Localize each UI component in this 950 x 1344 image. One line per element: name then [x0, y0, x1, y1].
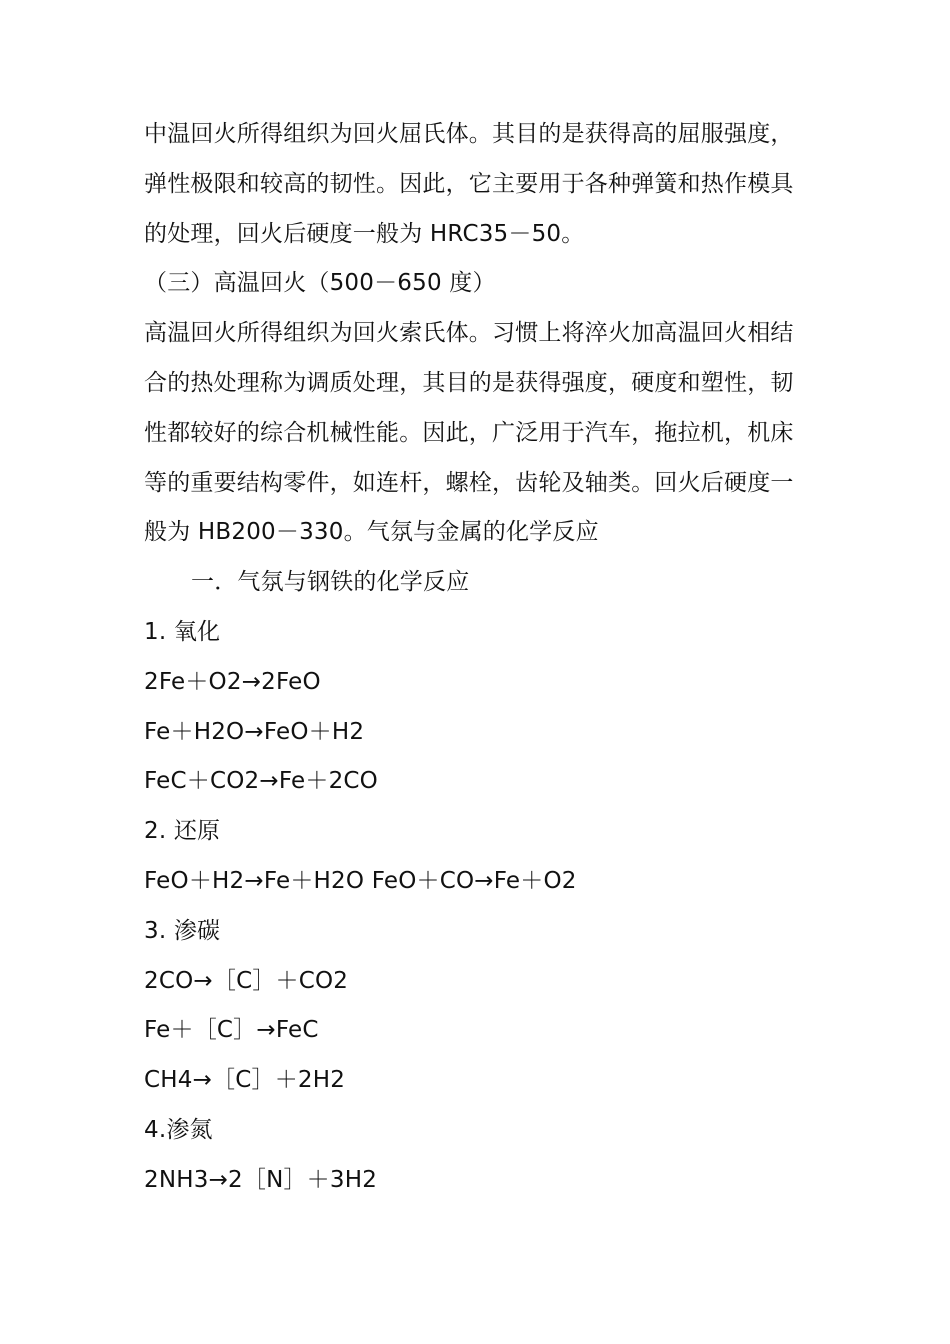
- equation: FeO＋H2→Fe＋H2O FeO＋CO→Fe＋O2: [144, 867, 577, 894]
- paragraph-line: 般为 HB200－330。气氛与金属的化学反应: [144, 519, 599, 546]
- subsection-heading: 2. 还原: [144, 818, 221, 845]
- subsection-heading: 1. 氧化: [144, 618, 221, 645]
- paragraph-line: 性都较好的综合机械性能。因此，广泛用于汽车，拖拉机，机床: [144, 419, 794, 446]
- equation: 2CO→［C］＋CO2: [144, 967, 349, 994]
- subsection-heading: 3. 渗碳: [144, 917, 221, 944]
- equation: 2NH3→2［N］＋3H2: [144, 1166, 378, 1193]
- paragraph-line: 合的热处理称为调质处理，其目的是获得强度，硬度和塑性，韧: [144, 369, 794, 396]
- subsection-heading: 4.渗氮: [144, 1116, 213, 1143]
- equation: Fe＋H2O→FeO＋H2: [144, 718, 365, 745]
- equation: FeC＋CO2→Fe＋2CO: [144, 768, 378, 795]
- paragraph-line: 的处理，回火后硬度一般为 HRC35－50。: [144, 220, 585, 247]
- paragraph-line: 弹性极限和较高的韧性。因此，它主要用于各种弹簧和热作模具: [144, 170, 794, 197]
- paragraph-line: 中温回火所得组织为回火屈氏体。其目的是获得高的屈服强度，: [144, 121, 794, 147]
- section-heading: （三）高温回火（500－650 度）: [144, 270, 496, 297]
- paragraph-line: 等的重要结构零件，如连杆，螺栓，齿轮及轴类。回火后硬度一: [144, 469, 794, 496]
- paragraph-line: 高温回火所得组织为回火索氏体。习惯上将淬火加高温回火相结: [144, 320, 794, 347]
- document-body: [144, 110, 814, 1206]
- section-heading: 一．气氛与钢铁的化学反应: [191, 569, 470, 596]
- equation: 2Fe＋O2→2FeO: [144, 668, 321, 695]
- equation: Fe＋［C］→FeC: [144, 1017, 319, 1044]
- equation: CH4→［C］＋2H2: [144, 1067, 346, 1094]
